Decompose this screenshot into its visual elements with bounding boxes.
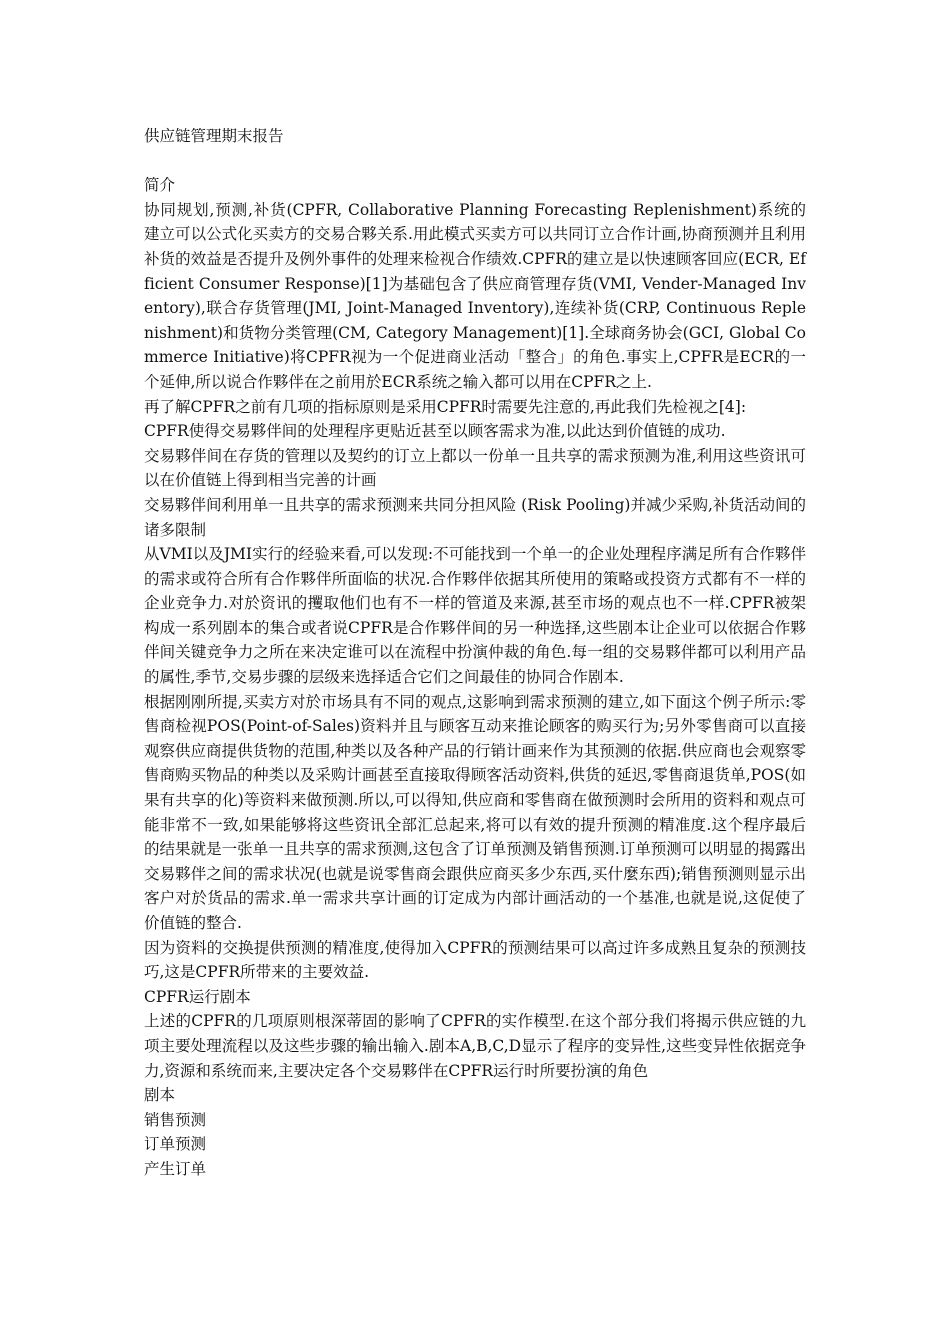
paragraph-main-benefit: 因为资料的交换提供预测的精准度,使得加入CPFR的预测结果可以高过许多成熟且复杂的预测技巧,这是CPFR所带来的主要效益. (144, 938, 806, 982)
paragraph-scenarios-intro: 上述的CPFR的几项原则根深蒂固的影响了CPFR的实作模型.在这个部分我们将揭示供应链的九项主要处理流程以及这些步骤的输出输入.剧本A,B,C,D显示了程序的变异性,这些变异性依据竞争力,资源和系统而来,主要决定各个交易夥伴在CPFR运行时所要扮演的角色 (144, 1012, 806, 1080)
paragraph-principle-3: 交易夥伴间利用单一且共享的需求预测来共同分担风险 (Risk Pooling)并减少采购,补货活动间的诸多限制 (144, 495, 806, 539)
document-page (144, 124, 806, 1182)
paragraph-principles-intro: 再了解CPFR之前有几项的指标原则是采用CPFR时需要先注意的,再此我们先检视之[4]: (144, 397, 747, 416)
paragraph-principle-1: CPFR使得交易夥伴间的处理程序更贴近甚至以顾客需求为准,以此达到价值链的成功. (144, 422, 726, 441)
list-item-scenario: 剧本 (144, 1086, 176, 1105)
paragraph-cpfr-definition: 协同规划,预测,补货(CPFR, Collaborative Planning Forecasting Replenishment)系统的建立可以公式化买卖方的交易合夥关系.用此模式买卖方可以共同订立合作计画,协商预测并且利用补货的效益是否提升及例外事件的处理来检视合作绩效.CPFR的建立是以快速顾客回应(ECR, Efficient Consumer Response)[1]为基础包含了供应商管理存货(VMI, Vender-Managed Inventory),联合存货管理(JMI, Joint-Managed Inventory),连续补货(CRP, Continuous Replenishment)和货物分类管理(CM, Category Management)[1].全球商务协会(GCI, Global Commerce Initiative)将CPFR视为一个促进商业活动「整合」的角色.事实上,CPFR是ECR的一个延伸,所以说合作夥伴在之前用於ECR系统之输入都可以用在CPFR之上. (144, 200, 806, 391)
list-item-sales-forecast: 销售预测 (144, 1110, 207, 1129)
section-heading-scenarios: CPFR运行剧本 (144, 987, 251, 1006)
section-heading-intro: 简介 (144, 176, 176, 195)
list-item-order-generation: 产生订单 (144, 1159, 207, 1178)
list-item-order-forecast: 订单预测 (144, 1135, 207, 1154)
document-title: 供应链管理期末报告 (144, 127, 284, 145)
paragraph-vmi-jmi-experience: 从VMI以及JMI实行的经验来看,可以发现:不可能找到一个单一的企业处理程序满足所有合作夥伴的需求或符合所有合作夥伴所面临的状况.合作夥伴依据其所使用的策略或投资方式都有不一样的企业竞争力.对於资讯的攫取他们也有不一样的管道及来源,甚至市场的观点也不一样.CPFR被架构成一系列剧本的集合或者说CPFR是合作夥伴间的另一种选择,这些剧本让企业可以依据合作夥伴间关键竞争力之所在来决定谁可以在流程中扮演仲裁的角色.每一组的交易夥伴都可以利用产品的属性,季节,交易步骤的层级来选择适合它们之间最佳的协同合作剧本. (144, 545, 806, 687)
paragraph-forecast-example: 根据刚刚所提,买卖方对於市场具有不同的观点,这影响到需求预测的建立,如下面这个例子所示:零售商检视POS(Point-of-Sales)资料并且与顾客互动来推论顾客的购买行为;另外零售商可以直接观察供应商提供货物的范围,种类以及各种产品的行销计画来作为其预测的依据.供应商也会观察零售商购买物品的种类以及采购计画甚至直接取得顾客活动资料,供货的延迟,零售商退货单,POS(如果有共享的化)等资料来做预测.所以,可以得知,供应商和零售商在做预测时会所用的资料和观点可能非常不一致,如果能够将这些资讯全部汇总起来,将可以有效的提升预测的精准度.这个程序最后的结果就是一张单一且共享的需求预测,这包含了订单预测及销售预测.订单预测可以明显的揭露出交易夥伴之间的需求状况(也就是说零售商会跟供应商买多少东西,买什麼东西);销售预测则显示出客户对於货品的需求.单一需求共享计画的订定成为内部计画活动的一个基准,也就是说,这促使了价值链的整合. (144, 692, 806, 932)
paragraph-principle-2: 交易夥伴间在存货的管理以及契约的订立上都以一份单一且共享的需求预测为准,利用这些资讯可以在价值链上得到相当完善的计画 (144, 446, 806, 490)
